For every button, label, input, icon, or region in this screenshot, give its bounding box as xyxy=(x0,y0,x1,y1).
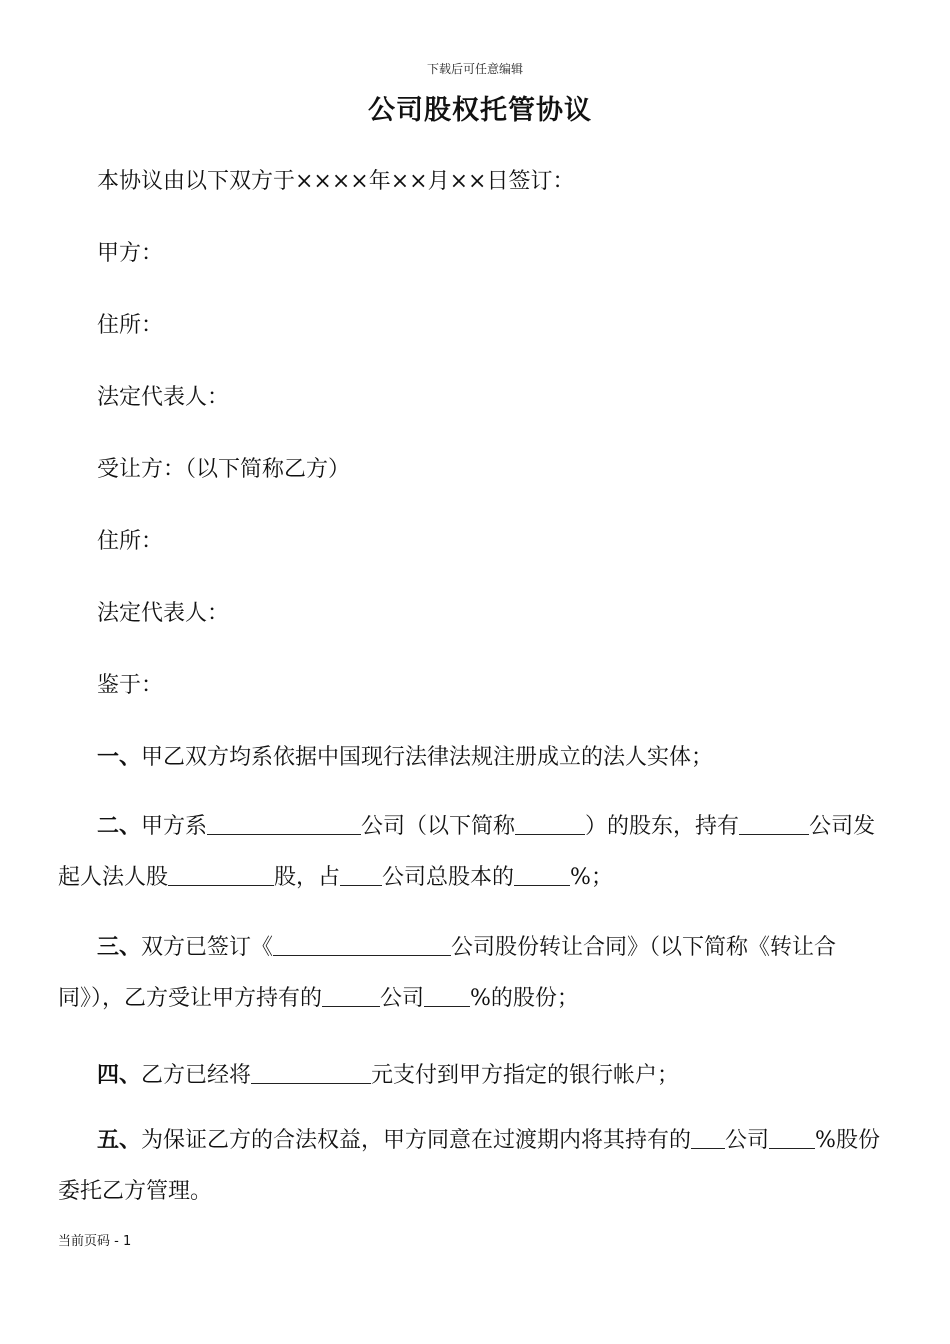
clause-text: 为保证乙方的合法权益，甲方同意在过渡期内将其持有的 xyxy=(141,1128,692,1153)
blank-field xyxy=(251,1061,371,1084)
clause-number: 三、 xyxy=(97,934,142,960)
party-a-label: 甲方： xyxy=(97,241,164,266)
clause-2 xyxy=(58,801,890,903)
blank-field xyxy=(340,863,382,886)
blank-field xyxy=(168,863,274,886)
clause-1 xyxy=(97,740,713,771)
party-b-legal-rep: 法定代表人： xyxy=(97,601,230,626)
blank-field xyxy=(514,863,570,886)
clause-text: 甲乙双方均系依据中国现行法律法规注册成立的法人实体； xyxy=(141,745,714,770)
document-title: 公司股权托管协议 xyxy=(368,95,592,126)
clause-3 xyxy=(58,922,890,1024)
clause-text: %； xyxy=(570,865,613,890)
clause-text: ）的股东，持有 xyxy=(585,814,740,839)
clause-number: 四、 xyxy=(97,1062,142,1088)
clause-text: 公司发起人法人股 xyxy=(58,814,876,890)
blank-field xyxy=(739,812,809,835)
clause-number: 一、 xyxy=(97,744,142,770)
party-a-legal-rep: 法定代表人： xyxy=(97,385,230,410)
clause-text: 公司股份转让合同》（以下简称《转让合同》），乙方受让甲方持有的 xyxy=(58,935,837,1011)
clause-text: 公司 xyxy=(380,986,425,1011)
blank-field xyxy=(769,1126,815,1149)
clause-text: 甲方系 xyxy=(141,814,208,839)
party-b-label: 受让方：（以下简称乙方） xyxy=(97,457,351,482)
clause-text: 股，占 xyxy=(274,865,341,890)
blank-field xyxy=(207,812,361,835)
whereas-label: 鉴于： xyxy=(97,673,164,698)
clause-text: 公司 xyxy=(725,1128,770,1153)
clause-text: 双方已签订《 xyxy=(141,935,274,960)
blank-field xyxy=(515,812,585,835)
clause-text: 元支付到甲方指定的银行帐户； xyxy=(371,1063,680,1088)
party-a-address: 住所： xyxy=(97,313,164,338)
clause-number: 五、 xyxy=(97,1127,142,1153)
blank-field xyxy=(273,933,451,956)
clause-text: %的股份； xyxy=(470,986,579,1011)
clause-number: 二、 xyxy=(97,813,142,839)
party-b-address: 住所： xyxy=(97,529,164,554)
blank-field xyxy=(424,984,470,1007)
intro-line: 本协议由以下双方于××××年××月××日签订： xyxy=(97,169,575,194)
clause-5 xyxy=(58,1115,890,1217)
blank-field xyxy=(322,984,380,1007)
blank-field xyxy=(691,1126,725,1149)
clause-text: %股份委托乙方管理。 xyxy=(58,1128,880,1204)
clause-text: 公司总股本的 xyxy=(382,865,515,890)
header-note: 下载后可任意编辑 xyxy=(426,62,523,76)
clause-text: 公司（以下简称 xyxy=(361,814,516,839)
clause-4 xyxy=(97,1058,679,1089)
clause-text: 乙方已经将 xyxy=(141,1063,252,1088)
page-footer: 当前页码 - 1 xyxy=(58,1234,132,1249)
